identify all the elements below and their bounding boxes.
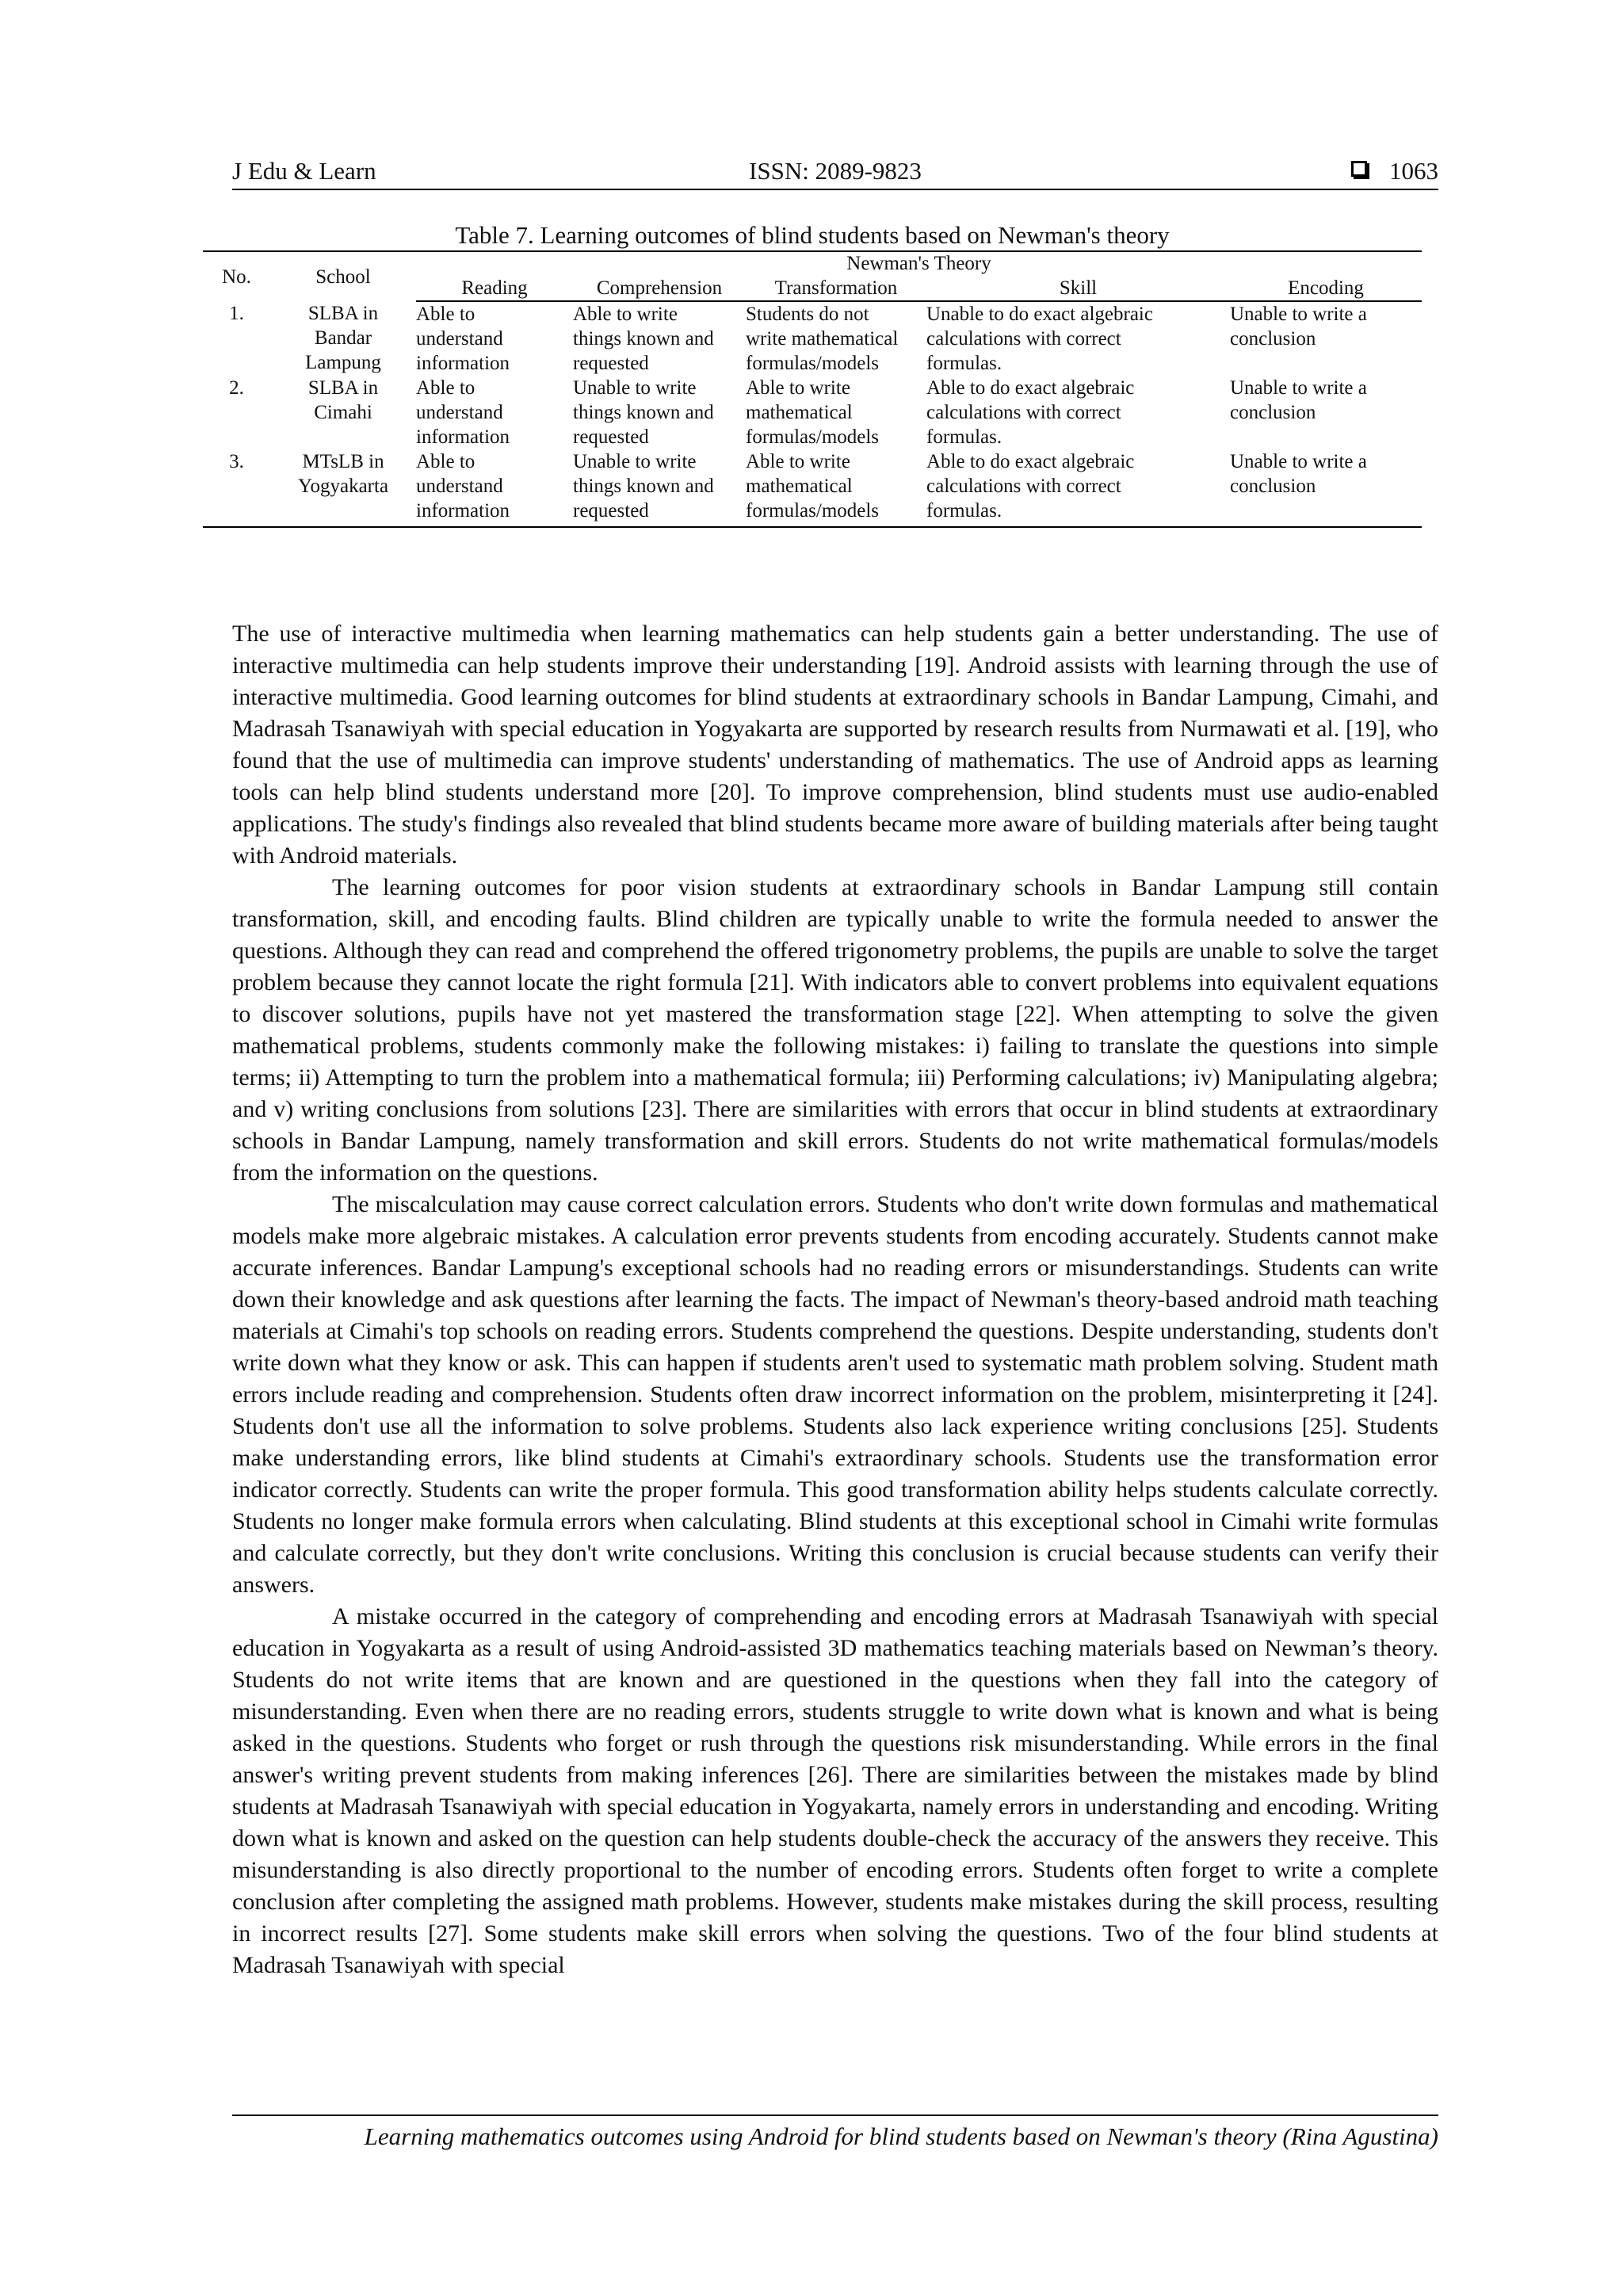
cell-no: 2. <box>229 377 244 399</box>
paragraph: A mistake occurred in the category of comprehending and encoding errors at Madrasah Tsanawiyah with special education in Yogyakarta as a result of using Android-assisted 3D mathematics teaching materials based on Newman’s theory. Students do not write items that are known and are questioned in the questions when they fall into the category of misunderstanding. Even when there are no reading errors, students struggle to write down what is known and what is being asked in the questions. Students who forget or rush through the questions risk misunderstanding. While errors in the final answer's writing prevent students from making inferences [26]. There are similarities between the mistakes made by blind students at Madrasah Tsanawiyah with special education in Yogyakarta, namely errors in understanding and encoding. Writing down what is known and asked on the question can help students double-check the accuracy of the answers they receive. This misunderstanding is also directly proportional to the number of encoding errors. Students often forget to write a complete conclusion after completing the assigned math problems. However, students make mistakes during the skill process, resulting in incorrect results [27]. Some students make skill errors when solving the questions. Two of the four blind students at Madrasah Tsanawiyah with special <box>232 1603 1438 1978</box>
table-row <box>203 449 1422 527</box>
header-transformation: Transformation <box>746 276 926 301</box>
cell-school <box>270 301 416 376</box>
paragraph: The use of interactive multimedia when learning mathematics can help students gain a better understanding. The use of interactive multimedia can help students improve their understanding [19]. Android assists with learning through the use of interactive multimedia. Good learning outcomes for blind students at extraordinary schools in Bandar Lampung, Cimahi, and Madrasah Tsanawiyah with special education in Yogyakarta are supported by research results from Nurmawati et al. [19], who found that the use of multimedia can improve students' understanding of mathematics. The use of Android apps as learning tools can help blind students understand more [20]. To improve comprehension, blind students must use audio-enabled applications. The study's findings also revealed that blind students became more aware of building materials after being taught with Android materials. <box>232 621 1438 869</box>
cell-encoding-text: Unable to write a conclusion <box>1230 304 1367 350</box>
cell-school <box>270 376 416 449</box>
cell-reading <box>416 376 573 449</box>
cell-comprehension-text: Unable to write things known and requested <box>573 377 714 448</box>
cell-skill <box>926 376 1230 449</box>
cell-reading <box>416 301 573 376</box>
cell-skill-text: Unable to do exact algebraic calculations with correct formulas. <box>926 304 1153 374</box>
cell-school <box>270 449 416 527</box>
cell-encoding <box>1230 449 1422 527</box>
table-row <box>203 301 1422 376</box>
cell-encoding-text: Unable to write a conclusion <box>1230 451 1367 497</box>
cell-no: 1. <box>229 303 244 324</box>
cell-school-text: SLBA in Cimahi <box>307 377 379 423</box>
cell-school-text: MTsLB in Yogyakarta <box>297 451 389 497</box>
header-reading: Reading <box>416 276 573 301</box>
running-footer <box>232 2115 1438 2153</box>
body-text <box>232 618 1438 1981</box>
cell-encoding <box>1230 376 1422 449</box>
issn-label: ISSN: 2089-9823 <box>749 157 922 185</box>
cell-transformation <box>746 376 926 449</box>
cell-reading-text: Able to understand information <box>416 304 510 374</box>
results-table <box>203 250 1422 528</box>
header-no: No. <box>203 251 270 301</box>
cell-reading-text: Able to understand information <box>416 451 510 521</box>
running-header <box>232 155 1438 190</box>
table-caption: Table 7. Learning outcomes of blind students based on Newman's theory <box>455 221 1170 249</box>
cell-transformation <box>746 301 926 376</box>
header-newmans-theory: Newman's Theory <box>416 251 1422 276</box>
results-table-block <box>203 220 1422 528</box>
cell-transformation <box>746 449 926 527</box>
cell-transformation-text: Students do not write mathematical formulas/models <box>746 304 899 374</box>
cell-comprehension <box>573 449 746 527</box>
cell-comprehension <box>573 301 746 376</box>
header-encoding: Encoding <box>1230 276 1422 301</box>
cell-skill <box>926 449 1230 527</box>
cell-encoding <box>1230 301 1422 376</box>
paragraph: The miscalculation may cause correct calculation errors. Students who don't write down formulas and mathematical models make more algebraic mistakes. A calculation error prevents students from encoding accurately. Students cannot make accurate inferences. Bandar Lampung's exceptional schools had no reading errors or misunderstandings. Students can write down their knowledge and ask questions after learning the facts. The impact of Newman's theory-based android math teaching materials at Cimahi's top schools on reading errors. Students comprehend the questions. Despite understanding, students don't write down what they know or ask. This can happen if students aren't used to systematic math problem solving. Student math errors include reading and comprehension. Students often draw incorrect information on the problem, misinterpreting it [24]. Students don't use all the information to solve problems. Students also lack experience writing conclusions [25]. Students make understanding errors, like blind students at Cimahi's extraordinary schools. Students use the transformation error indicator correctly. Students can write the proper formula. This good transformation ability helps students calculate correctly. Students no longer make formula errors when calculating. Blind students at this exceptional school in Cimahi write formulas and calculate correctly, but they don't write conclusions. Writing this conclusion is crucial because students can verify their answers. <box>232 1191 1438 1598</box>
footer-title: Learning mathematics outcomes using Android for blind students based on Newman's theory (Rina Agustina) <box>364 2122 1438 2150</box>
header-comprehension: Comprehension <box>573 276 746 301</box>
page-number: 1063 <box>1389 157 1438 185</box>
cell-transformation-text: Able to write mathematical formulas/models <box>746 451 880 521</box>
cell-no: 3. <box>203 449 270 527</box>
checkbox-square-icon <box>1351 161 1367 177</box>
journal-name: J Edu & Learn <box>232 157 376 185</box>
cell-encoding-text: Unable to write a conclusion <box>1230 377 1367 423</box>
cell-reading-text: Able to understand information <box>416 377 510 448</box>
cell-comprehension <box>573 376 746 449</box>
header-skill: Skill <box>926 276 1230 301</box>
cell-transformation-text: Able to write mathematical formulas/models <box>746 377 880 448</box>
cell-comprehension-text: Unable to write things known and requested <box>573 451 714 521</box>
cell-reading <box>416 449 573 527</box>
cell-school-text: SLBA in Bandar Lampung <box>305 303 381 373</box>
table-header-row <box>203 251 1422 276</box>
cell-skill-text: Able to do exact algebraic calculations with correct formulas. <box>926 377 1135 448</box>
table-row <box>203 376 1422 449</box>
cell-skill-text: Able to do exact algebraic calculations with correct formulas. <box>926 451 1135 521</box>
cell-skill <box>926 301 1230 376</box>
paragraph: The learning outcomes for poor vision students at extraordinary schools in Bandar Lampung still contain transformation, skill, and encoding faults. Blind children are typically unable to write the formula needed to answer the questions. Although they can read and comprehend the offered trigonometry problems, the pupils are unable to solve the target problem because they cannot locate the right formula [21]. With indicators able to convert problems into equivalent equations to discover solutions, pupils have not yet mastered the transformation stage [22]. When attempting to solve the given mathematical problems, students commonly make the following mistakes: i) failing to translate the questions into simple terms; ii) Attempting to turn the problem into a mathematical formula; iii) Performing calculations; iv) Manipulating algebra; and v) writing conclusions from solutions [23]. There are similarities with errors that occur in blind students at extraordinary schools in Bandar Lampung, namely transformation and skill errors. Students do not write mathematical formulas/models from the information on the questions. <box>232 874 1438 1186</box>
cell-comprehension-text: Able to write things known and requested <box>573 304 714 374</box>
header-school: School <box>270 251 416 301</box>
